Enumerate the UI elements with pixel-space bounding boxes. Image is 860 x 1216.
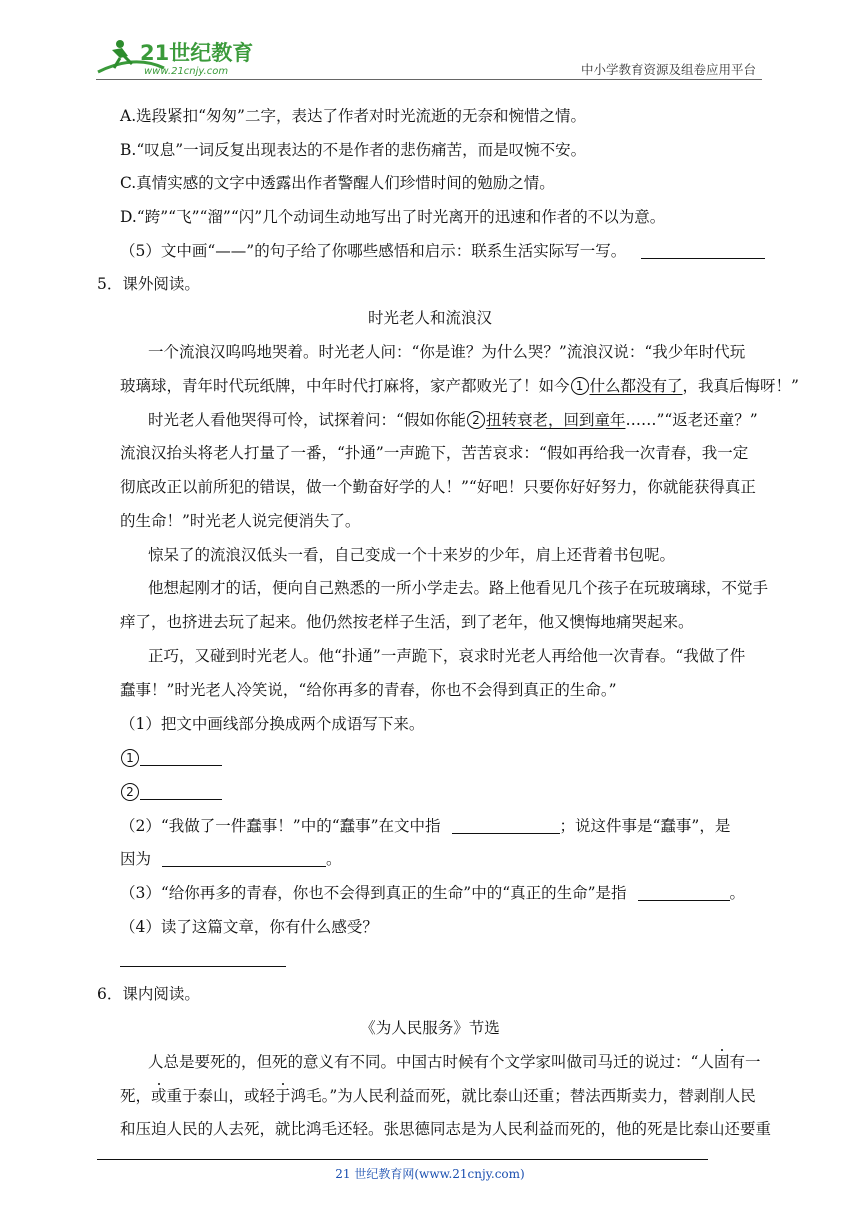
- answer-line-2: [120, 782, 222, 802]
- question-5-heading: 5．课外阅读。: [97, 275, 200, 293]
- paragraph-line: 人总是要死的，但死的意义有不同。中国古时候有个文学家叫做司马迁的说过：“人固有一: [148, 1053, 761, 1071]
- paragraph-line: 时光老人看他哭得可怜，试探着问：“假如你能 2 扭转衰老，回到童年……”“返老还童？”: [148, 411, 758, 429]
- question-4-5: （5）文中画“——”的句子给了你哪些感悟和启示：联系生活实际写一写。: [120, 241, 765, 261]
- underlined-phrase-2: 扭转衰老，回到童年: [485, 411, 626, 429]
- sub-question-1: （1）把文中画线部分换成两个成语写下来。: [120, 715, 425, 733]
- paragraph-line: 他想起刚才的话，便向自己熟悉的一所小学走去。路上他看见几个孩子在玩玻璃球，不觉手: [148, 579, 769, 597]
- platform-name: 中小学教育资源及组卷应用平台: [580, 62, 756, 77]
- question-6-heading: 6．课内阅读。: [97, 985, 200, 1003]
- paragraph-line: 和压迫人民的人去死，就比鸿毛还轻。张思德同志是为人民利益而死的，他的死是比泰山还要重: [120, 1120, 772, 1138]
- option-d: D.“跨”“飞”“溜”“闪”几个动词生动地写出了时光离开的迅速和作者的不以为意。: [120, 208, 666, 226]
- paragraph-line: 流浪汉抬头将老人打量了一番，“扑通”一声跪下，苦苦哀求：“假如再给我一次青春，我一定: [120, 444, 749, 462]
- circled-number-2: 2: [121, 783, 139, 801]
- page-header: [0, 0, 860, 82]
- header-divider: [96, 79, 762, 80]
- footer-text: 21 世纪教育网(www.21cnjy.com): [335, 1167, 525, 1181]
- logo-text: 21世纪教育: [140, 41, 254, 65]
- paragraph-line: 玻璃球，青年时代玩纸牌，中年时代打麻将，家产都败光了！如今 1 什么都没有了，我真后悔呀！”: [120, 377, 799, 395]
- answer-blank[interactable]: [452, 818, 560, 834]
- answer-blank[interactable]: [162, 851, 326, 867]
- answer-blank[interactable]: [140, 750, 222, 766]
- option-b: B.“叹息”一词反复出现表达的不是作者的悲伤痛苦，而是叹惋不安。: [120, 141, 587, 159]
- paragraph-line: 一个流浪汉呜呜地哭着。时光老人问：“你是谁？为什么哭？”流浪汉说：“我少年时代玩: [148, 343, 746, 361]
- circled-number-1: 1: [121, 749, 139, 767]
- paragraph-line: 彻底改正以前所犯的错误，做一个勤奋好学的人！”“好吧！只要你好好努力，你就能获得真正: [120, 478, 756, 496]
- circled-number-2: 2: [467, 411, 485, 429]
- passage-title: 《为人民服务》节选: [360, 1019, 500, 1037]
- paragraph-line: 蠢事！”时光老人冷笑说，“给你再多的青春，你也不会得到真正的生命。”: [120, 681, 617, 699]
- sub-question-2: （2）“我做了一件蠢事！”中的“蠢事”在文中指 ；说这件事是“蠢事”，是: [120, 817, 731, 835]
- answer-blank[interactable]: [638, 885, 730, 901]
- dotted-char: 固: [713, 1053, 730, 1071]
- logo-url: www.21cnjy.com: [144, 66, 229, 77]
- footer-divider: [97, 1159, 708, 1160]
- sub-question-2-cont: 因为 。: [120, 850, 342, 868]
- option-c: C.真情实感的文字中透露出作者警醒人们珍惜时间的勉励之情。: [120, 174, 555, 192]
- passage-title: 时光老人和流浪汉: [367, 309, 492, 327]
- paragraph-line: 正巧，又碰到时光老人。他“扑通”一声跪下，哀求时光老人再给他一次青春。“我做了件: [148, 647, 746, 665]
- answer-blank[interactable]: [120, 951, 286, 967]
- answer-line-4: [120, 949, 286, 969]
- dotted-char: 于: [275, 1087, 291, 1105]
- paragraph-line: 痒了，也挤进去玩了起来。他仍然按老样子生活，到了老年，他又懊悔地痛哭起来。: [120, 613, 694, 631]
- paragraph-line: 死，或重于泰山，或轻于鸿毛。”为人民利益而死，就比泰山还重；替法西斯卖力，替剥削人民: [120, 1087, 756, 1105]
- answer-blank[interactable]: [641, 243, 765, 259]
- paragraph-line: 的生命！”时光老人说完便消失了。: [120, 512, 361, 530]
- option-a: A.选段紧扣“匆匆”二字，表达了作者对时光流逝的无奈和惋惜之情。: [120, 107, 586, 125]
- sub-question-4: （4）读了这篇文章，你有什么感受？: [120, 918, 378, 936]
- logo-21cnjy: [94, 34, 264, 78]
- answer-line-1: [120, 748, 222, 768]
- sub-question-3: （3）“给你再多的青春，你也不会得到真正的生命”中的“真正的生命”是指 。: [120, 884, 746, 902]
- paragraph-line: 惊呆了的流浪汉低头一看，自己变成一个十来岁的少年，肩上还背着书包呢。: [148, 546, 676, 564]
- dotted-char: 或: [151, 1087, 167, 1105]
- underlined-phrase-1: 什么都没有了: [589, 377, 683, 395]
- answer-blank[interactable]: [140, 784, 222, 800]
- circled-number-1: 1: [571, 377, 589, 395]
